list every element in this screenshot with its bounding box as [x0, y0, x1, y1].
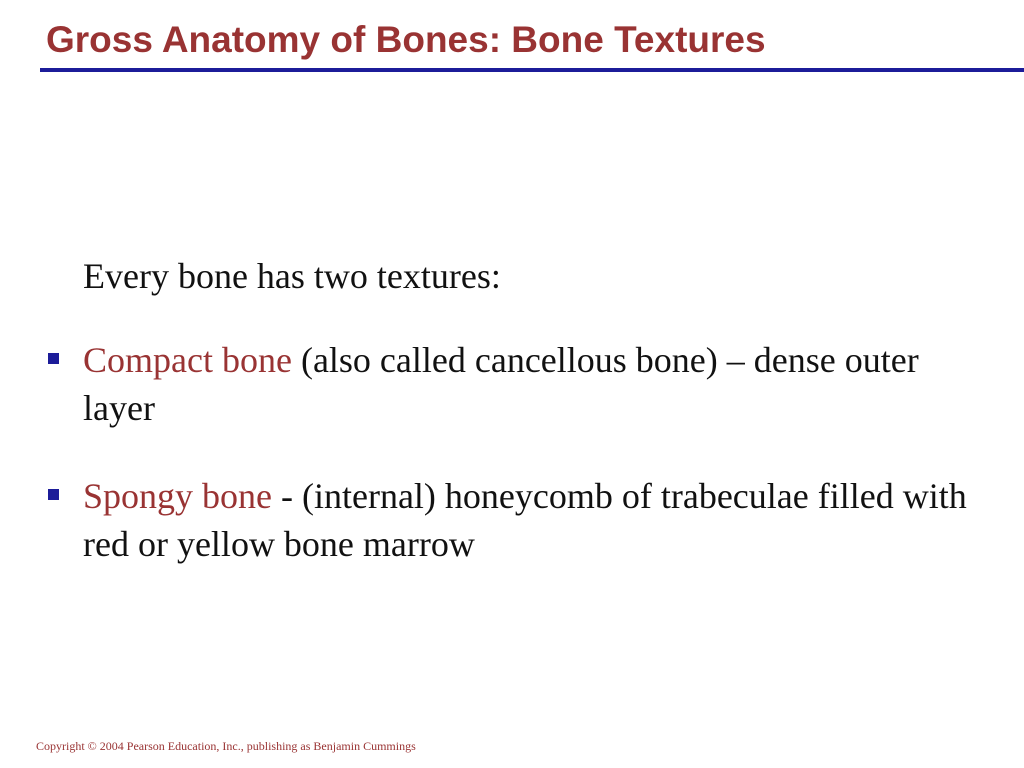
bullet-term: Spongy bone: [83, 476, 272, 516]
bullet-term: Compact bone: [83, 340, 292, 380]
copyright-notice: Copyright © 2004 Pearson Education, Inc., publishing as Benjamin Cummings: [36, 739, 416, 753]
square-bullet-icon: [48, 353, 59, 364]
bullet-spongy-bone: [83, 472, 998, 568]
bullet-compact-bone: [83, 336, 998, 432]
bullet-text: (also called cancellous bone) – dense outer layer: [83, 340, 919, 428]
slide-title: Gross Anatomy of Bones: Bone Textures: [46, 19, 766, 60]
title-underline: [40, 68, 1024, 72]
bullet-text: - (internal) honeycomb of trabeculae filled with red or yellow bone marrow: [83, 476, 967, 564]
square-bullet-icon: [48, 489, 59, 500]
intro-text: Every bone has two textures:: [83, 256, 501, 296]
